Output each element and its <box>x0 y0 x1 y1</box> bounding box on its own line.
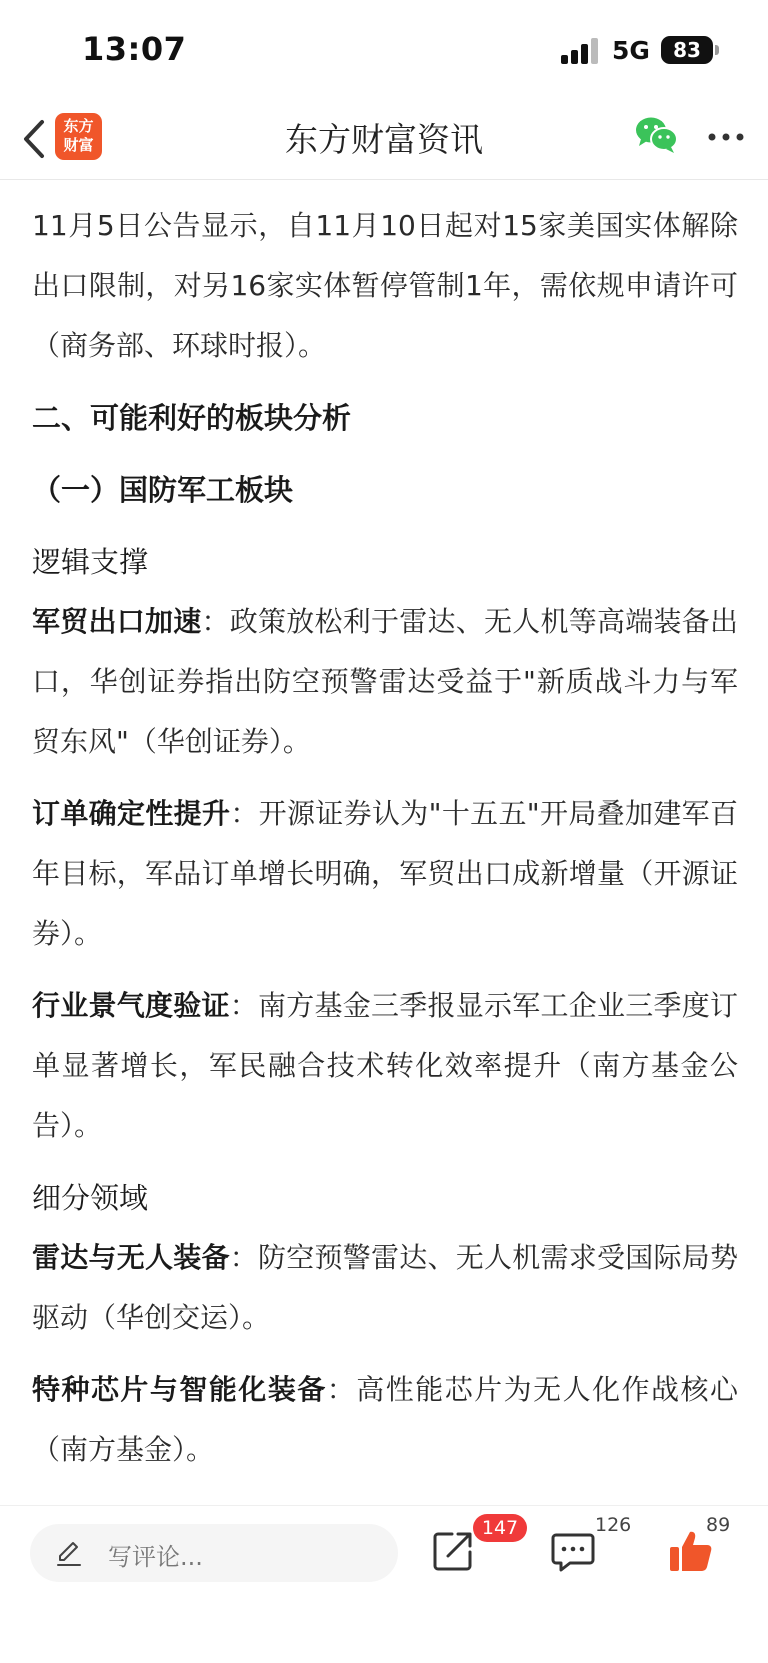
wechat-icon <box>634 115 680 155</box>
subsection-heading: （一）国防军工板块 <box>32 473 294 507</box>
comment-bubble-icon <box>550 1530 596 1574</box>
article-paragraph <box>32 592 738 772</box>
status-bar <box>0 0 768 100</box>
paragraph-term: 订单确定性提升 <box>32 797 231 830</box>
more-button[interactable] <box>705 120 747 154</box>
back-button[interactable] <box>16 114 56 164</box>
like-count: 89 <box>706 1514 731 1536</box>
chevron-left-icon <box>16 114 56 164</box>
article-body <box>32 196 738 1504</box>
paragraph-text: ：高性能芯片为无人化作战核心（南方基金）。 <box>32 1373 738 1466</box>
network-type: 5G <box>612 36 650 65</box>
article-paragraph <box>32 784 738 964</box>
paragraph-text: ：开源证券认为"十五五"开局叠加建军百年目标，军品订单增长明确，军贸出口成新增量（开源证券）。 <box>32 797 738 950</box>
logo-line-2: 财富 <box>63 136 94 154</box>
paragraph-text: ：南方基金三季报显示军工企业三季度订单显著增长，军民融合技术转化效率提升（南方基金公告）。 <box>32 989 738 1142</box>
battery-cap <box>715 45 719 55</box>
article-paragraph <box>32 1228 738 1348</box>
logo-line-1: 东方 <box>63 117 94 135</box>
paragraph-term: 军贸出口加速 <box>32 605 202 638</box>
comment-placeholder: 写评论... <box>108 1543 203 1571</box>
article-paragraph <box>32 976 738 1156</box>
comment-count: 126 <box>595 1514 632 1536</box>
paragraph-text: ：政策放松利于雷达、无人机等高端装备出口，华创证券指出防空预警雷达受益于"新质战斗力与军贸东风"（华创证券）。 <box>32 605 738 758</box>
topic-label: 细分领域 <box>32 1181 149 1215</box>
pen-icon <box>54 1538 84 1568</box>
share-count-badge: 147 <box>473 1514 527 1542</box>
paragraph-term: 行业景气度验证 <box>32 989 230 1022</box>
share-button[interactable] <box>430 1528 476 1574</box>
article-paragraph <box>32 1360 738 1480</box>
paragraph-term: 特种芯片与智能化装备 <box>32 1373 327 1406</box>
battery-icon: 83 <box>661 36 713 64</box>
bottom-action-bar <box>0 1505 768 1663</box>
comment-input[interactable] <box>30 1524 398 1582</box>
nav-bar <box>0 100 768 180</box>
article-paragraph: 11月5日公告显示，自11月10日起对15家美国实体解除出口限制，对另16家实体暂停管制1年，需依规申请许可（商务部、环球时报）。 <box>32 209 738 362</box>
section-heading: 二、可能利好的板块分析 <box>32 401 352 435</box>
signal-icon <box>561 38 601 64</box>
more-dots-icon <box>705 120 747 154</box>
comments-button[interactable] <box>550 1530 596 1574</box>
topic-label: 逻辑支撑 <box>32 545 149 579</box>
page-title: 东方财富资讯 <box>285 120 483 159</box>
share-icon <box>430 1528 476 1574</box>
wechat-share-button[interactable] <box>634 115 680 155</box>
paragraph-term: 雷达与无人装备 <box>32 1241 230 1274</box>
status-time: 13:07 <box>82 30 187 68</box>
app-logo[interactable] <box>55 113 102 160</box>
paragraph-text: ：防空预警雷达、无人机需求受国际局势驱动（华创交运）。 <box>32 1241 738 1334</box>
